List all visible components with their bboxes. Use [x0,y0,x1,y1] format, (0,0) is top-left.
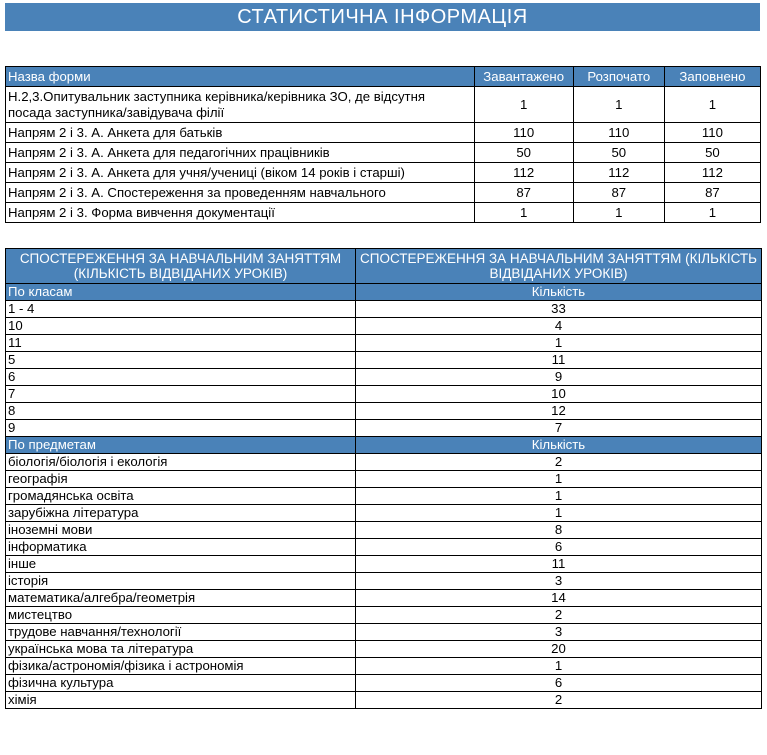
started-value: 112 [573,163,664,183]
class-name: 1 - 4 [6,301,356,318]
header-form-name: Назва форми [6,67,475,87]
subject-name: інформатика [6,539,356,556]
observation-header-left: СПОСТЕРЕЖЕННЯ ЗА НАВЧАЛЬНИМ ЗАНЯТТЯМ (КІЛЬКІСТЬ ВІДВІДАНИХ УРОКІВ) [6,249,356,284]
subject-name: зарубіжна література [6,505,356,522]
subject-count: 1 [356,658,762,675]
table-row [6,471,762,488]
class-label: По класам [6,284,356,301]
loaded-value: 112 [474,163,573,183]
subject-name: громадянська освіта [6,488,356,505]
subject-name: біологія/біологія і екологія [6,454,356,471]
class-name: 9 [6,420,356,437]
header-started: Розпочато [573,67,664,87]
table-row [6,505,762,522]
form-name: Напрям 2 і 3. А. Спостереження за проведенням навчального [6,183,475,203]
started-value: 1 [573,87,664,123]
filled-value: 1 [664,87,760,123]
subject-name: трудове навчання/технології [6,624,356,641]
subject-count: 1 [356,488,762,505]
table-row [6,454,762,471]
filled-value: 87 [664,183,760,203]
class-header-row [6,284,762,301]
subject-count: 1 [356,471,762,488]
table-row [6,352,762,369]
subject-name: фізика/астрономія/фізика і астрономія [6,658,356,675]
loaded-value: 1 [474,203,573,223]
table-row [6,203,761,223]
page-title: СТАТИСТИЧНА ІНФОРМАЦІЯ [5,3,760,31]
subject-name: фізична культура [6,675,356,692]
table-row [6,87,761,123]
table-row [6,675,762,692]
table-row [6,573,762,590]
table-row [6,658,762,675]
class-count-label: Кількість [356,284,762,301]
loaded-value: 50 [474,143,573,163]
subject-name: іноземні мови [6,522,356,539]
table-row [6,143,761,163]
form-name: Напрям 2 і 3. Форма вивчення документації [6,203,475,223]
table-row [6,123,761,143]
started-value: 87 [573,183,664,203]
table-row [6,556,762,573]
loaded-value: 1 [474,87,573,123]
filled-value: 50 [664,143,760,163]
form-name: Н.2,3.Опитувальник заступника керівника/керівника ЗО, де відсутня посада заступника/завідувача філії [6,87,475,123]
subject-label: По предметам [6,437,356,454]
table-row [6,590,762,607]
subject-count: 2 [356,454,762,471]
subject-count: 1 [356,505,762,522]
forms-table [5,66,761,223]
table-row [6,692,762,709]
table-row [6,301,762,318]
class-name: 10 [6,318,356,335]
subject-count: 3 [356,573,762,590]
filled-value: 1 [664,203,760,223]
class-count: 7 [356,420,762,437]
table-row [6,420,762,437]
observation-header-right: СПОСТЕРЕЖЕННЯ ЗА НАВЧАЛЬНИМ ЗАНЯТТЯМ (КІЛЬКІСТЬ ВІДВІДАНИХ УРОКІВ) [356,249,762,284]
subject-count: 20 [356,641,762,658]
header-filled: Заповнено [664,67,760,87]
subject-name: хімія [6,692,356,709]
class-name: 11 [6,335,356,352]
class-count: 10 [356,386,762,403]
subject-count: 2 [356,607,762,624]
header-loaded: Завантажено [474,67,573,87]
subject-count: 8 [356,522,762,539]
table-row [6,369,762,386]
table-row [6,335,762,352]
table-row [6,488,762,505]
table-row [6,403,762,420]
subject-header-row [6,437,762,454]
observation-header-row [6,249,762,284]
table-row [6,318,762,335]
subject-count: 6 [356,675,762,692]
class-count: 33 [356,301,762,318]
filled-value: 112 [664,163,760,183]
subject-count: 14 [356,590,762,607]
started-value: 50 [573,143,664,163]
class-name: 5 [6,352,356,369]
loaded-value: 87 [474,183,573,203]
subject-name: історія [6,573,356,590]
class-count: 9 [356,369,762,386]
table-row [6,539,762,556]
subject-name: математика/алгебра/геометрія [6,590,356,607]
table-row [6,624,762,641]
forms-header-row [6,67,761,87]
table-row [6,183,761,203]
subject-count-label: Кількість [356,437,762,454]
started-value: 1 [573,203,664,223]
class-count: 12 [356,403,762,420]
subject-name: мистецтво [6,607,356,624]
subject-name: інше [6,556,356,573]
subject-count: 11 [356,556,762,573]
class-count: 4 [356,318,762,335]
subject-count: 6 [356,539,762,556]
form-name: Напрям 2 і 3. А. Анкета для батьків [6,123,475,143]
subject-name: українська мова та література [6,641,356,658]
class-count: 11 [356,352,762,369]
table-row [6,163,761,183]
subject-name: географія [6,471,356,488]
subject-count: 3 [356,624,762,641]
form-name: Напрям 2 і 3. А. Анкета для учня/учениці (віком 14 років і старші) [6,163,475,183]
subject-count: 2 [356,692,762,709]
loaded-value: 110 [474,123,573,143]
observation-table [5,248,762,709]
class-name: 6 [6,369,356,386]
filled-value: 110 [664,123,760,143]
class-name: 8 [6,403,356,420]
table-row [6,386,762,403]
table-row [6,522,762,539]
table-row [6,641,762,658]
table-row [6,607,762,624]
form-name: Напрям 2 і 3. А. Анкета для педагогічних працівників [6,143,475,163]
class-count: 1 [356,335,762,352]
class-name: 7 [6,386,356,403]
started-value: 110 [573,123,664,143]
